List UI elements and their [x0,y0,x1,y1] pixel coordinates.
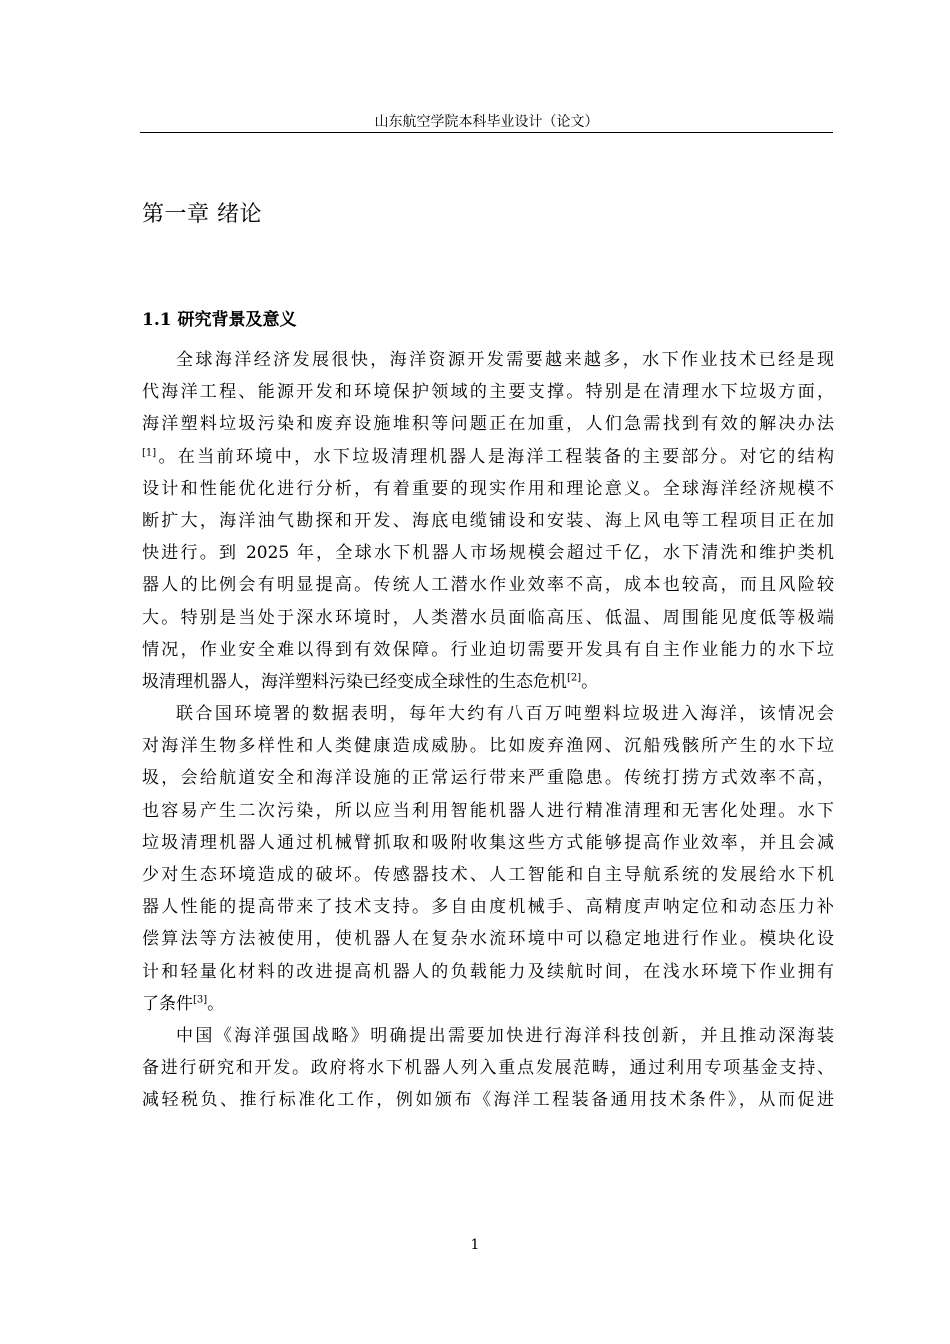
text-line-content: 了条件 [142,993,193,1014]
text-line: 器人的比例会有明显提高。传统人工潜水作业效率不高，成本也较高，而且风险较 [142,575,834,596]
page-number: 1 [470,1237,480,1253]
text-line: 情况，作业安全难以得到有效保障。行业迫切需要开发具有自主作业能力的水下垃 [142,639,834,660]
header-rule [140,132,833,133]
text-line-content: 。在当前环境中，水下垃圾清理机器人是海洋工程装备的主要部分。对它的结构 [156,446,834,467]
text-line: 减轻税负、推行标准化工作，例如颁布《海洋工程装备通用技术条件》，从而促进 [142,1090,834,1111]
citation-ref: [3] [193,994,208,1006]
text-line [142,666,834,698]
text-line: 海洋塑料垃圾污染和废弃设施堆积等问题正在加重，人们急需找到有效的解决办法 [142,414,834,435]
text-line: 断扩大，海洋油气勘探和开发、海底电缆铺设和安装、海上风电等工程项目正在加 [142,510,834,531]
text-line: 联合国环境署的数据表明，每年大约有八百万吨塑料垃圾进入海洋，该情况会 [176,704,834,725]
text-line: 备进行研究和开发。政府将水下机器人列入重点发展范畴，通过利用专项基金支持、 [142,1058,834,1079]
text-line [142,988,834,1020]
text-line: 对海洋生物多样性和人类健康造成威胁。比如废弃渔网、沉船残骸所产生的水下垃 [142,736,834,757]
text-line: 大。特别是当处于深水环境时，人类潜水员面临高压、低温、周围能见度低等极端 [142,607,834,628]
text-line-content: 。 [207,993,225,1014]
text-line: 全球海洋经济发展很快，海洋资源开发需要越来越多，水下作业技术已经是现 [176,350,834,370]
text-line: 中国《海洋强国战略》明确提出需要加快进行海洋科技创新，并且推动深海装 [176,1025,834,1046]
text-line: 垃圾清理机器人通过机械臂抓取和吸附收集这些方式能够提高作业效率，并且会减 [142,832,834,853]
paragraph-2 [142,698,834,1020]
text-line-content: 圾清理机器人，海洋塑料污染已经变成全球性的生态危机 [142,671,567,692]
text-line: 计和轻量化材料的改进提高机器人的负载能力及续航时间，在浅水环境下作业拥有 [142,961,834,982]
section-title: 1.1 研究背景及意义 [142,310,297,330]
text-line: 少对生态环境造成的破坏。传感器技术、人工智能和自主导航系统的发展给水下机 [142,865,834,885]
body-text [142,344,834,1117]
text-line [142,441,834,473]
text-line: 圾，会给航道安全和海洋设施的正常运行带来严重隐患。传统打捞方式效率不高， [142,768,834,789]
citation-ref: [1] [142,446,157,458]
text-line: 也容易产生二次污染，所以应当利用智能机器人进行精准清理和无害化处理。水下 [142,800,834,821]
text-line: 代海洋工程、能源开发和环境保护领域的主要支撑。特别是在清理水下垃圾方面， [142,382,834,403]
chapter-title: 第一章 绪论 [142,202,262,227]
paragraph-3 [142,1020,834,1117]
text-line: 设计和性能优化进行分析，有着重要的现实作用和理论意义。全球海洋经济规模不 [142,478,834,499]
text-line-content: 。 [581,671,599,692]
text-line: 快进行。到 2025 年，全球水下机器人市场规模会超过千亿，水下清洗和维护类机 [142,543,834,564]
citation-ref: [2] [567,672,582,684]
paragraph-1 [142,344,834,698]
text-line: 偿算法等方法被使用，使机器人在复杂水流环境中可以稳定地进行作业。模块化设 [142,929,834,950]
running-header: 山东航空学院本科毕业设计（论文） [374,114,599,130]
text-line: 器人性能的提高带来了技术支持。多自由度机械手、高精度声呐定位和动态压力补 [142,897,834,918]
